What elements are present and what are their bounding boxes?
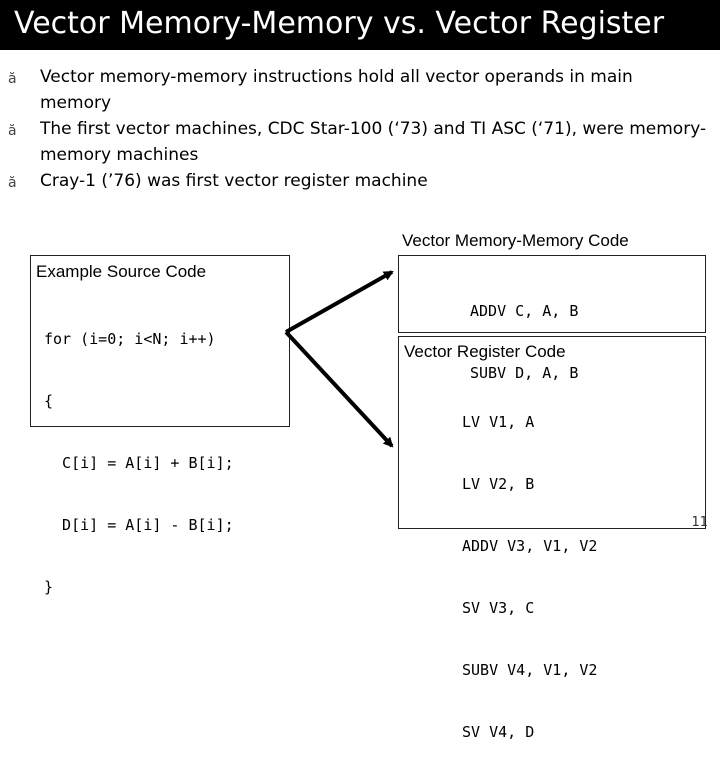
bullet-item <box>8 168 708 196</box>
source-code-heading: Example Source Code <box>36 262 207 281</box>
slide-title: Vector Memory-Memory vs. Vector Register <box>0 0 720 50</box>
bullet-marker: ă <box>8 175 17 191</box>
bullet-text: The first vector machines, CDC Star-100 (‘73) and TI ASC (‘71), were memory-memory machines <box>40 119 707 165</box>
code-line: SV V3, C <box>462 599 535 617</box>
code-line: SUBV D, A, B <box>470 364 579 382</box>
code-line: D[i] = A[i] - B[i]; <box>44 516 234 534</box>
bullet-text: Cray-1 (’76) was first vector register machine <box>40 171 428 191</box>
code-line: for (i=0; i<N; i++) <box>44 330 216 348</box>
source-code-block <box>44 290 234 618</box>
code-line: C[i] = A[i] + B[i]; <box>44 454 234 472</box>
arrow-to-vector-register <box>286 332 392 446</box>
code-line: ADDV V3, V1, V2 <box>462 537 598 555</box>
arrow-to-memory-memory <box>286 272 392 332</box>
code-line: SV V4, D <box>462 723 535 741</box>
bullet-item <box>8 64 708 116</box>
code-line: LV V1, A <box>462 413 535 431</box>
code-line: LV V2, B <box>462 475 535 493</box>
vector-register-heading: Vector Register Code <box>404 342 566 361</box>
bullet-list <box>8 64 708 196</box>
slide-number: 11 <box>691 515 708 530</box>
code-line: } <box>44 578 54 596</box>
bullet-marker: ă <box>8 71 17 87</box>
memory-memory-heading: Vector Memory-Memory Code <box>402 231 629 250</box>
bullet-item <box>8 116 708 168</box>
code-line: { <box>44 392 54 410</box>
bullet-marker: ă <box>8 123 17 139</box>
vector-register-code-block <box>462 373 597 763</box>
code-line: SUBV V4, V1, V2 <box>462 661 598 679</box>
bullet-text: Vector memory-memory instructions hold all vector operands in main memory <box>40 67 633 113</box>
code-line: ADDV C, A, B <box>470 302 579 320</box>
